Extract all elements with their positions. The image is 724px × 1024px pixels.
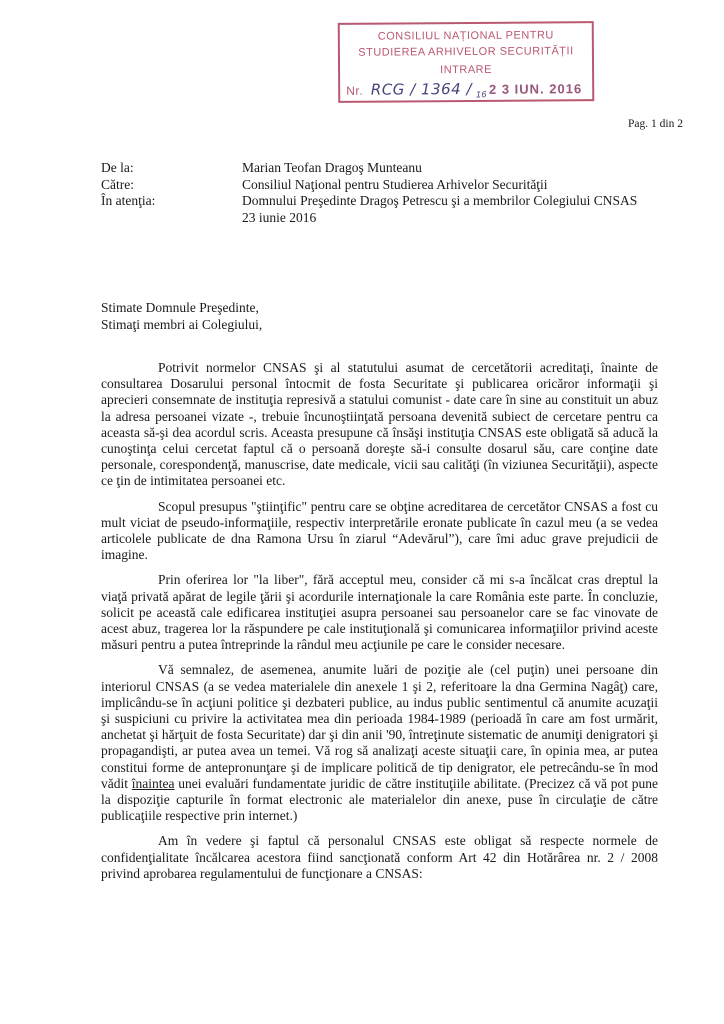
- stamp-line-3: INTRARE: [440, 63, 492, 77]
- stamp-registration-number: [346, 80, 487, 100]
- stamp-line-2: STUDIEREA ARHIVELOR SECURITĂȚII: [358, 45, 574, 59]
- salutation-line-1: Stimate Domnule Preşedinte,: [101, 300, 259, 315]
- attention-value: Domnului Preşedinte Dragoş Petrescu şi a membrilor Colegiului CNSAS: [242, 193, 638, 208]
- stamp-line-1: CONSILIUL NAȚIONAL PENTRU: [377, 29, 554, 43]
- paragraph-1: Potrivit normelor CNSAS şi al statutului asumat de cercetătorii acreditaţi, înainte de consultarea Dosarului personal întocmit de fosta Securitate şi publicarea oricăror informaţii şi aprecieri consemnate de instituţia represivă a statului comunist - date care în sine au constituit un abuz la adresa persoanei vizate -, trebuie încunoştiinţată persoana devenită subiect de cercetare pentru ca aceasta să-şi dea acordul scris. Aceasta presupune că însăşi instituţia CNSAS este obligată să aducă la cunoştinţa celui cercetat faptul că o persoană doreşte să-i consulte dosarul său, care conţine date personale, corespondenţă, manuscrise, date medicale, vicii sau calităţi (în viziunea Securităţii), aspecte ce ţin de intimitatea persoanei etc.: [101, 360, 658, 489]
- from-label: De la:: [101, 160, 134, 175]
- paragraph-4-part-1: Vă semnalez, de asemenea, anumite luări de poziţie ale (cel puţin) unei persoane din interiorul CNSAS (a se vedea materialele din anexele 1 şi 2, referitoare la dna Germina Nagâţ) care, implicându-se în acţiuni politice şi dezbateri publice, au indus public sentimentul că anumite acuzaţii şi suspiciuni cu privire la activitatea mea din perioada 1984-1989 (perioadă în care am fost urmărit, anchetat şi hărţuit de fosta Securitate) dar şi din anii '90, întreţinute sistematic de anumiţi denigratori şi propagandişti, ar putea avea un temei. Vă rog să analizaţi aceste situaţii care, în opinia mea, ar putea constitui forme de antepronunţare şi de implicare politică de tip denigrator, ele petrecându-se în mod vădit: [101, 662, 658, 791]
- header-from-row: [101, 160, 642, 177]
- header-to-row: [101, 177, 642, 194]
- paragraph-4-part-2: unei evaluări fundamentate juridic de către instituţiile abilitate. (Precizez că vă pot pune la dispoziţie capturile în format electronic ale materialelor din anexe, puse în circulaţie de către publicaţiile respective prin internet.): [101, 775, 659, 824]
- letter-date: 23 iunie 2016: [242, 209, 317, 225]
- stamp-nr-label: Nr.: [346, 83, 364, 98]
- header-date-row: [101, 210, 642, 227]
- page-number: Pag. 1 din 2: [628, 118, 683, 130]
- to-value: Consiliul Naţional pentru Studierea Arhivelor Securităţii: [242, 176, 548, 192]
- letter-body: [101, 360, 658, 891]
- stamp-handwritten-number: RCG / 1364 /: [370, 79, 473, 99]
- paragraph-5: Am în vedere şi faptul că personalul CNSAS este obligat să respecte normele de confidenţialitate încălcarea acestora fiind sancţionată conform Art 42 din Hotărârea nr. 2 / 2008 privind aprobarea regulamentului de funcţionare a CNSAS:: [101, 833, 658, 881]
- stamp-handwritten-suffix: 16: [475, 89, 487, 100]
- salutation: [101, 300, 262, 333]
- stamp-date: 2 3 IUN. 2016: [488, 81, 583, 97]
- paragraph-4: [101, 662, 658, 824]
- to-label: Către:: [101, 176, 134, 192]
- salutation-line-2: Stimaţi membri ai Colegiului,: [101, 316, 263, 332]
- attention-label: În atenţia:: [101, 193, 156, 208]
- paragraph-3: Prin oferirea lor "la liber", fără acceptul meu, consider că mi s-a încălcat cras dreptul la viaţă privată apărat de legile ţării şi acordurile internaţionale la care România este parte. În concluzie, solicit pe această cale edificarea instituţiei asupra persoanei sau persoanelor care se fac vinovate de acest abuz, tragerea lor la răspundere pe cale instituţională şi comunicarea informaţiilor privind aceste măsuri pentru a putea întreprinde la rândul meu acţiunile pe care le consider necesare.: [101, 572, 658, 653]
- from-value: Marian Teofan Dragoş Munteanu: [242, 160, 422, 175]
- header-attention-row: [101, 193, 642, 210]
- letter-header: [101, 160, 642, 226]
- paragraph-4-underlined: înaintea: [131, 775, 175, 791]
- registration-stamp: [338, 21, 595, 103]
- paragraph-2: Scopul presupus "ştiinţific" pentru care se obţine acreditarea de cercetător CNSAS a fost cu mult viciat de pseudo-informaţiile, respectiv interpretările eronate publicate în cazul meu (a se vedea articolele publicate de dna Ramona Ursu în ziarul “Adevărul”), care îmi aduc grave prejudicii de imagine.: [101, 498, 658, 563]
